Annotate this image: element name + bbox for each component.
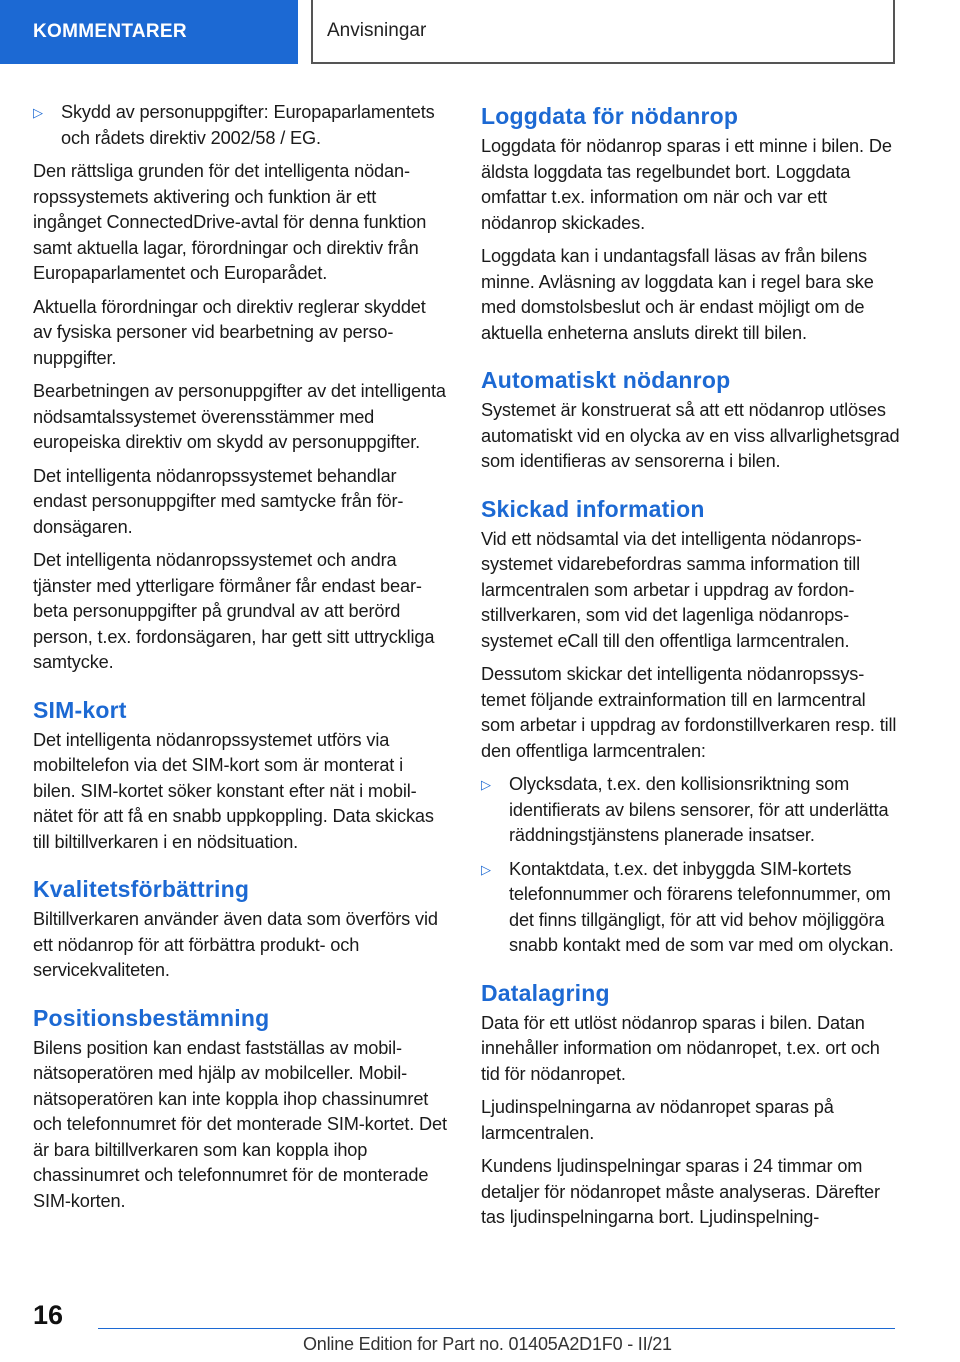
footer-edition-text: Online Edition for Part no. 01405A2D1F0 - II/21 (303, 1334, 672, 1354)
heading-loggdata: Loggdata för nödanrop (481, 103, 739, 129)
chapter-title: KOMMENTARER (33, 21, 187, 42)
list-item (481, 772, 901, 849)
paragraph: Det intelligenta nödanropssystemet och andra tjänster med ytterligare förmåner får endast bearbeta personuppgifter på grundval av att berörd person, t.ex. fordonsägaren, har gett sitt uttryckliga samtycke. (33, 550, 435, 672)
list-item-text: Olycksdata, t.ex. den kollisionsriktning som identifierats av bilens sensorer, för att underlätta räddningstjänstens planerade insatser. (509, 774, 889, 845)
paragraph: Bearbetningen av personuppgifter av det intelligenta nödsamtalssystemet överensstämmer med europeiska direktiv om skydd av personuppgifter. (33, 381, 446, 452)
paragraph: Biltillverkaren använder även data som överförs vid ett nödanrop för att förbättra produkt- och servicekvaliteten. (33, 909, 438, 980)
paragraph: Aktuella förordningar och direktiv reglerar skyddet av fysiska personer vid bearbetning av personuppgifter. (33, 296, 426, 368)
heading-kvalitetsforbattring: Kvalitetsförbättring (33, 876, 250, 902)
paragraph: Loggdata kan i undantagsfall läsas av från bilens minne. Avläsning av loggdata kan i regel bara ske med domstolsbeslut och är endast möjligt om de aktuella enheterna ansluts direkt till bilen. (481, 246, 874, 343)
list-item (33, 100, 448, 151)
paragraph: Systemet är konstruerat så att ett nödanrop utlöses automatiskt vid en olycka av en viss allvarlighetsgrad som identifieras av sensorerna i bilen. (481, 400, 900, 471)
right-column (481, 100, 901, 1239)
list-item-text: Skydd av personuppgifter: Europaparlamentets och rådets direktiv 2002/58 / EG. (61, 102, 435, 148)
heading-skickad-information: Skickad information (481, 495, 705, 522)
footer-divider (98, 1328, 895, 1329)
section-header (311, 0, 895, 64)
paragraph: Ljudinspelningarna av nödanropet sparas på larmcentralen. (481, 1097, 834, 1143)
chapter-tab (0, 0, 298, 64)
list-item (481, 857, 901, 959)
paragraph: Dessutom skickar det intelligenta nödanropssystemet följande extrainformation till en larmcentral som arbetar i uppdrag av fordonstillverkaren resp. till den offentliga larmcentralen: (481, 664, 897, 761)
paragraph: Det intelligenta nödanropssystemet utförs via mobiltelefon via det SIM-kort som är monterat i bilen. SIM-kortet söker konstant efter nät i mobilnätet för att få en snabb uppkoppling. Data skickas till biltillverkaren i en nödsituation. (33, 729, 434, 852)
triangle-bullet-icon: ▷ (33, 105, 43, 120)
heading-automatiskt-nodanrop: Automatiskt nödanrop (481, 367, 731, 393)
paragraph: Bilens position kan endast fastställas av mobilnätsoperatören med hjälp av mobilceller. Mobilnätsoperatören kan inte koppla ihop chassinumret och telefonnumret för det monterade SIM-kortet. Det är bara biltillverkaren som kan koppla ihop chassinumret och telefonnumret för de monterade SIM-korten. (33, 1037, 447, 1211)
heading-datalagring: Datalagring (481, 979, 610, 1006)
list-item-text: Kontaktdata, t.ex. det inbyggda SIM-kortets telefonnummer och förarens telefonnummer, om det finns tillgängligt, för att vid behov möjliggöra snabb kontakt med de som var med om olyckan. (509, 858, 894, 955)
section-title: Anvisningar (327, 20, 427, 41)
left-column (33, 100, 448, 1222)
paragraph: Kundens ljudinspelningar sparas i 24 timmar om detaljer för nödanropet måste analyseras. Därefter tas ljudinspelningarna bort. Ljudinspelning- (481, 1156, 880, 1227)
heading-sim-kort: SIM-kort (33, 696, 127, 723)
triangle-bullet-icon: ▷ (481, 777, 491, 792)
paragraph: Data för ett utlöst nödanrop sparas i bilen. Datan innehåller information om nödanropet, t.ex. ort och tid för nödanropet. (481, 1012, 880, 1084)
page-number: 16 (33, 1300, 64, 1330)
paragraph: Loggdata för nödanrop sparas i ett minne i bilen. De äldsta loggdata tas regelbundet bort. Loggdata omfattar t.ex. information om när och var ett nödanrop skickades. (481, 136, 892, 233)
paragraph: Vid ett nödsamtal via det intelligenta nödanropssystemet vidarebefordras samma information till larmcentralen som arbetar i uppdrag av fordonstillverkaren, som vid det lagenliga nödanropssystemet eCall till den offentliga larmcentralen. (481, 528, 862, 651)
paragraph: Det intelligenta nödanropssystemet behandlar endast personuppgifter med samtycke från fördonsägaren. (33, 465, 404, 537)
heading-positionsbestamning: Positionsbestämning (33, 1004, 270, 1031)
triangle-bullet-icon: ▷ (481, 861, 491, 877)
paragraph: Den rättsliga grunden för det intelligenta nödanropssystemets aktivering och funktion är ett ingånget ConnectedDrive-avtal för denna funktion samt aktuella lagar, förordningar och direktiv från Europaparlamentet och Europarådet. (33, 161, 427, 283)
